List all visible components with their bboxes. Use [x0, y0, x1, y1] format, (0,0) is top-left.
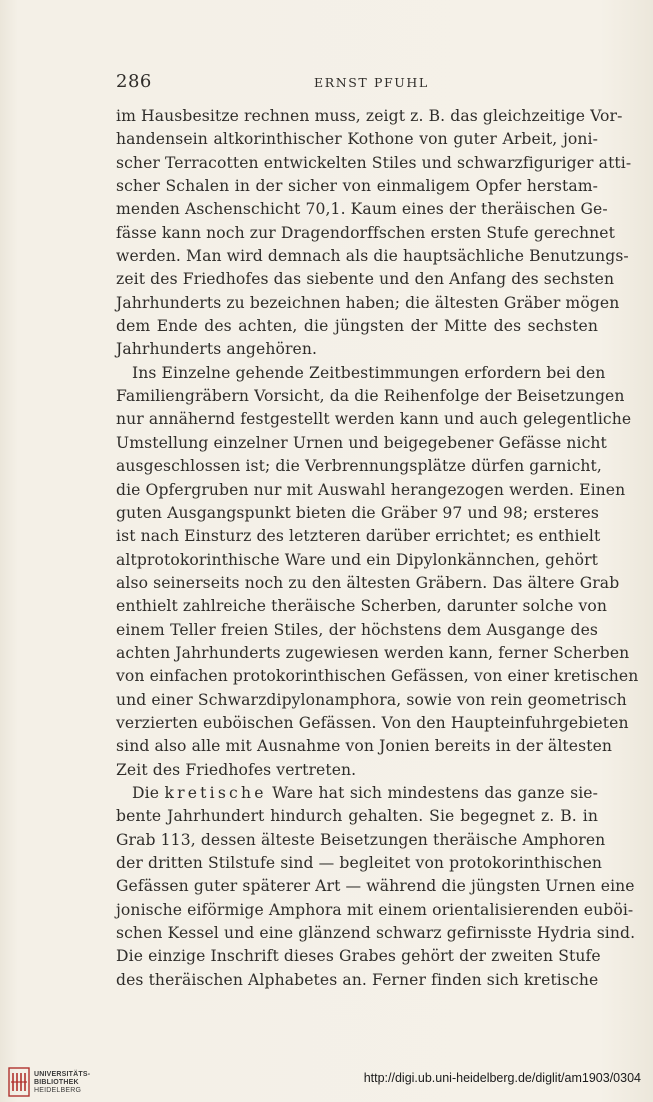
library-seal-icon	[8, 1067, 30, 1097]
text-line: sind also alle mit Ausnahme von Jonien bereits in der ältesten	[116, 737, 613, 756]
text-line: Ins Einzelne gehende Zeitbestimmungen erfordern bei den	[132, 363, 606, 382]
text-line: guten Ausgangspunkt bieten die Gräber 97 und 98; ersteres	[116, 503, 599, 522]
text-line: menden Aschenschicht 70,1. Kaum eines der theräischen Ge-	[116, 200, 608, 219]
text-line: also seinerseits noch zu den ältesten Gräbern. Das ältere Grab	[116, 573, 620, 592]
text-line: im Hausbesitze rechnen muss, zeigt z. B. das gleichzeitige Vor-	[116, 107, 623, 125]
lead-word: Die	[132, 783, 160, 802]
text-line: und einer Schwarzdipylonamphora, sowie von rein geometrisch	[116, 690, 627, 709]
text-line: Die einzige Inschrift dieses Grabes gehört der zweiten Stufe	[116, 947, 601, 966]
library-logo[interactable]	[8, 1067, 92, 1097]
text-line: die Opfergruben nur mit Auswahl herangezogen werden. Einen	[116, 480, 626, 499]
line-rest: Ware hat sich mindestens das ganze sie-	[272, 783, 598, 802]
text-line: enthielt zahlreiche theräische Scherben, darunter solche von	[116, 597, 608, 616]
spaced-word-kretische: kretische	[164, 783, 267, 802]
text-line: jonische eiförmige Amphora mit einem orientalisierenden euböi-	[116, 900, 634, 919]
text-line: fässe kann noch zur Dragendorffschen ersten Stufe gerechnet	[116, 223, 615, 242]
text-line: dem Ende des achten, die jüngsten der Mitte des sechsten	[116, 317, 598, 336]
text-line: ist nach Einsturz des letzteren darüber errichtet; es enthielt	[116, 527, 601, 546]
digitization-url-link[interactable]: http://digi.ub.uni-heidelberg.de/diglit/am1903/0304	[363, 1071, 641, 1085]
text-line: scher Terracotten entwickelten Stiles und schwarzfiguriger atti-	[116, 153, 632, 172]
body-text	[116, 105, 639, 992]
text-line-spaced-heading	[116, 782, 598, 805]
running-head: ERNST PFUHL	[314, 75, 429, 90]
text-line: altprotokorinthische Ware und ein Dipylonkännchen, gehört	[116, 550, 599, 569]
text-line: handensein altkorinthischer Kothone von guter Arbeit, joni-	[116, 130, 598, 149]
text-line: nur annähernd festgestellt werden kann und auch gelegentliche	[116, 410, 632, 429]
text-line: zeit des Friedhofes das siebente und den Anfang des sechsten	[116, 270, 615, 289]
text-line: ausgeschlossen ist; die Verbrennungsplätze dürfen garnicht,	[116, 457, 602, 476]
text-line: scher Schalen in der sicher von einmaligem Opfer herstam-	[116, 177, 598, 196]
text-line: einem Teller freien Stiles, der höchstens dem Ausgange des	[116, 620, 598, 639]
text-line: werden. Man wird demnach als die hauptsächliche Benutzungs-	[116, 247, 629, 266]
text-line: Jahrhunderts zu bezeichnen haben; die ältesten Gräber mögen	[116, 293, 620, 312]
text-line: des theräischen Alphabetes an. Ferner finden sich kretische	[116, 970, 599, 989]
text-line: von einfachen protokorinthischen Gefässen, von einer kretischen	[116, 667, 639, 686]
text-line: Grab 113, dessen älteste Beisetzungen theräische Amphoren	[116, 830, 606, 849]
text-line: schen Kessel und eine glänzend schwarz gefirnisste Hydria sind.	[116, 924, 636, 943]
text-line: der dritten Stilstufe sind — begleitet von protokorinthischen	[116, 854, 603, 872]
text-line: verzierten euböischen Gefässen. Von den Haupteinfuhrgebieten	[116, 713, 629, 732]
text-line: bente Jahrhundert hindurch gehalten. Sie begegnet z. B. in	[116, 807, 598, 826]
text-line: Zeit des Friedhofes vertreten.	[116, 760, 357, 779]
text-line: Gefässen guter späterer Art — während die jüngsten Urnen eine	[116, 877, 635, 896]
text-line: Jahrhunderts angehören.	[116, 340, 318, 359]
library-name: UNIVERSITÄTS- BIBLIOTHEK HEIDELBERG	[34, 1071, 91, 1094]
page-number: 286	[116, 71, 152, 92]
text-line: Umstellung einzelner Urnen und beigegebener Gefässe nicht	[116, 433, 607, 452]
digitization-footer	[0, 1062, 653, 1102]
text-line: achten Jahrhunderts zugewiesen werden kann, ferner Scherben	[116, 643, 630, 662]
page-header	[116, 71, 594, 93]
text-line: Familiengräbern Vorsicht, da die Reihenfolge der Beisetzungen	[116, 387, 625, 406]
